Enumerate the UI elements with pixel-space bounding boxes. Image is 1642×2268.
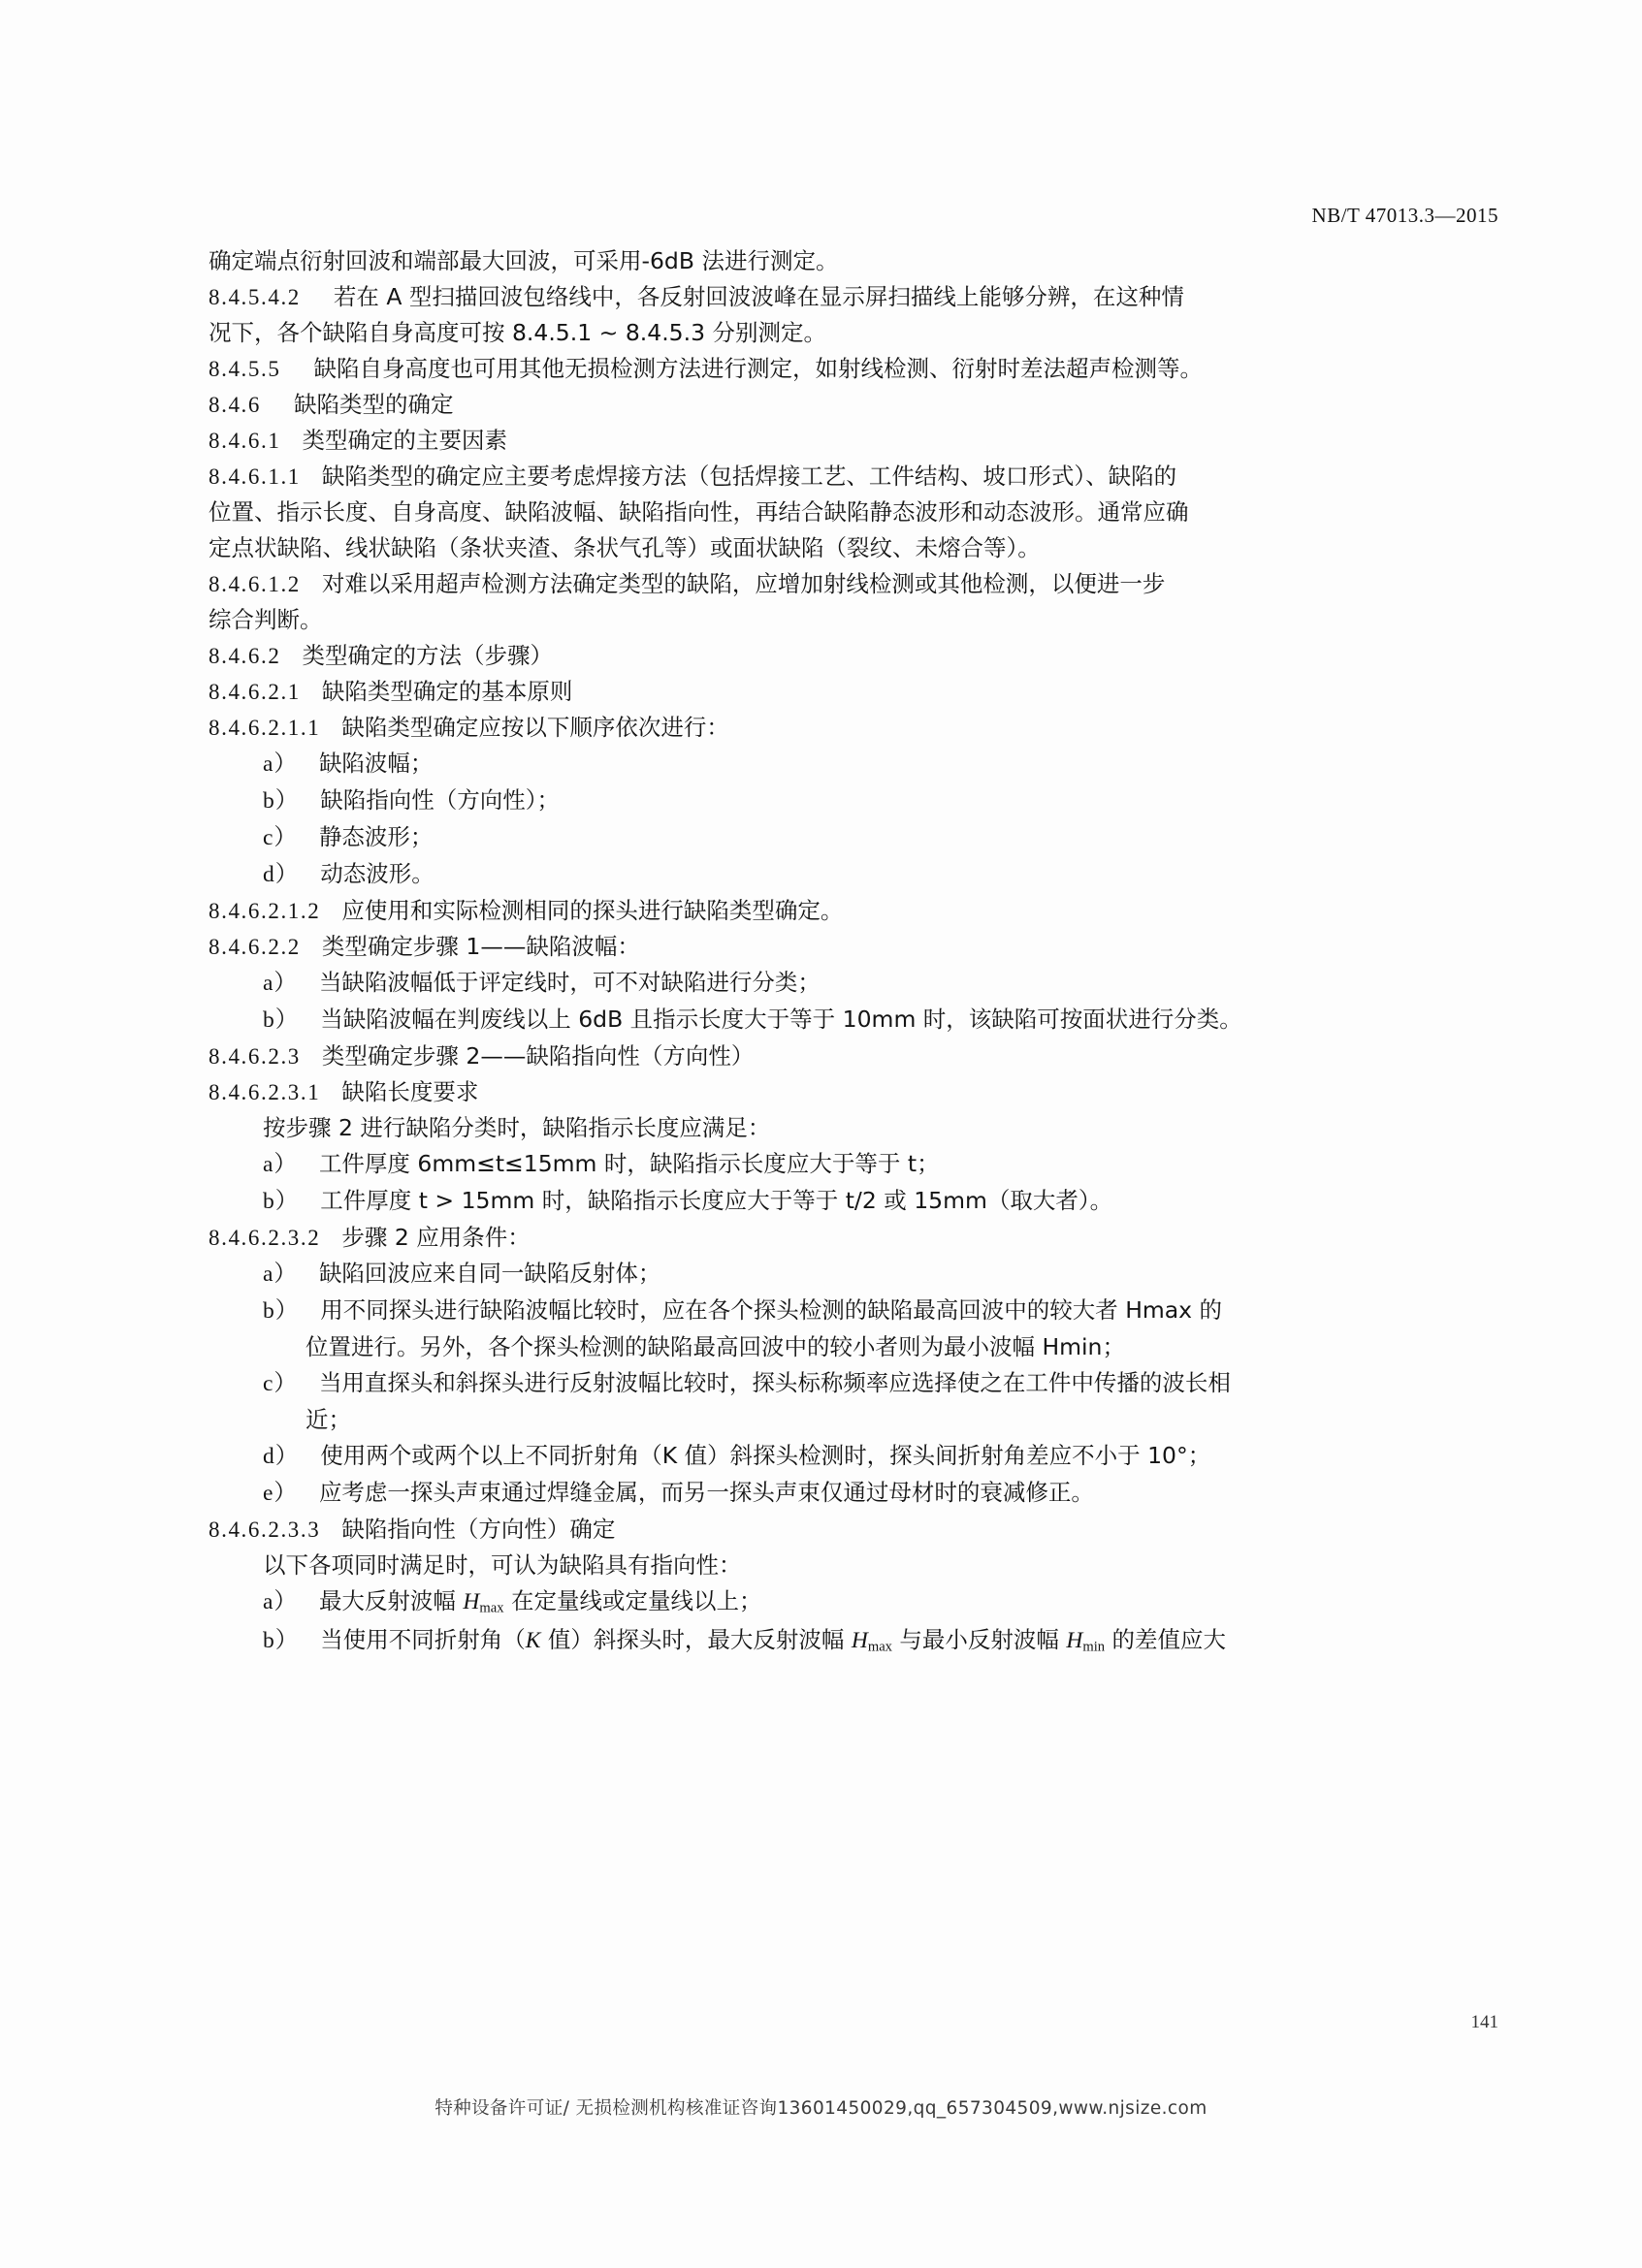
clause-text: 缺陷自身高度也可用其他无损检测方法进行测定，如射线检测、衍射时差法超声检测等。 bbox=[313, 355, 1203, 382]
clause-8-4-6-2-1 bbox=[209, 678, 1479, 705]
list-item bbox=[209, 860, 1479, 887]
list-item-label: d） bbox=[263, 1444, 300, 1469]
clause-number: 8.4.5.5 bbox=[209, 357, 281, 381]
list-item-label: a） bbox=[263, 751, 298, 777]
list-item-label: a） bbox=[263, 1152, 298, 1177]
clause-text: 类型确定步骤 2——缺陷指向性（方向性） bbox=[321, 1042, 755, 1070]
list-item-label: b） bbox=[263, 1627, 300, 1653]
paragraph-line: 按步骤 2 进行缺陷分类时，缺陷指示长度应满足： bbox=[263, 1114, 771, 1141]
list-item-label: c） bbox=[263, 1371, 298, 1396]
list-item bbox=[209, 823, 1479, 850]
list-item-text: 静态波形； bbox=[318, 823, 434, 850]
clause-text: 缺陷类型的确定应主要考虑焊接方法（包括焊接工艺、工件结构、坡口形式）、缺陷的 bbox=[321, 463, 1177, 490]
list-item-label: a） bbox=[263, 1262, 298, 1287]
clause-8-4-5-5 bbox=[209, 355, 1479, 382]
clause-8-4-6-2-1-2 bbox=[209, 897, 1479, 924]
paragraph-line: 况下，各个缺陷自身高度可按 8.4.5.1 ~ 8.4.5.3 分别测定。 bbox=[209, 319, 827, 346]
clause-8-4-6-2-2 bbox=[209, 933, 1479, 960]
list-item-label: b） bbox=[263, 788, 300, 814]
clause-8-4-6 bbox=[209, 391, 1479, 418]
list-item-text: 当缺陷波幅低于评定线时，可不对缺陷进行分类； bbox=[318, 969, 821, 996]
clause-number: 8.4.6.1 bbox=[209, 429, 281, 453]
clause-number: 8.4.6.2.2 bbox=[209, 935, 301, 959]
paragraph-line: 以下各项同时满足时，可认为缺陷具有指向性： bbox=[263, 1551, 742, 1579]
document-body bbox=[209, 247, 1479, 1667]
list-item bbox=[209, 752, 1479, 777]
list-item-label: c） bbox=[263, 825, 298, 850]
page-number: 141 bbox=[1470, 2012, 1498, 2032]
list-item-text: 使用两个或两个以上不同折射角（K 值）斜探头检测时，探头间折射角差应不小于 10°； bbox=[320, 1442, 1211, 1469]
clause-text: 缺陷类型的确定 bbox=[294, 391, 454, 418]
list-item-text: 用不同探头进行缺陷波幅比较时，应在各个探头检测的缺陷最高回波中的较大者 Hmax 的 bbox=[320, 1296, 1223, 1324]
list-item bbox=[209, 1369, 1479, 1396]
list-item-label: b） bbox=[263, 1189, 300, 1214]
list-item-text: 缺陷回波应来自同一缺陷反射体； bbox=[318, 1260, 661, 1287]
list-item bbox=[209, 1479, 1479, 1506]
clause-text: 类型确定的主要因素 bbox=[302, 427, 507, 454]
list-item-text: 当用直探头和斜探头进行反射波幅比较时，探头标称频率应选择使之在工件中传播的波长相 bbox=[318, 1369, 1231, 1396]
standard-header: NB/T 47013.3—2015 bbox=[1311, 204, 1498, 227]
list-item-continuation: 位置进行。另外，各个探头检测的缺陷最高回波中的较小者则为最小波幅 Hmin； bbox=[306, 1333, 1125, 1360]
paragraph-line: 定点状缺陷、线状缺陷（条状夹渣、条状气孔等）或面状缺陷（裂纹、未熔合等）。 bbox=[209, 534, 1041, 561]
list-item bbox=[209, 1625, 1479, 1655]
list-item-text: 工件厚度 t > 15mm 时，缺陷指示长度应大于等于 t/2 或 15mm（取大者）。 bbox=[320, 1187, 1113, 1214]
list-item bbox=[209, 969, 1479, 996]
clause-8-4-6-2-3-3 bbox=[209, 1518, 1479, 1542]
clause-number: 8.4.6.2.1.2 bbox=[209, 899, 321, 923]
list-item bbox=[209, 1150, 1479, 1177]
clause-text: 缺陷类型确定的基本原则 bbox=[321, 678, 573, 705]
list-item-label: b） bbox=[263, 1298, 300, 1324]
list-item-label: e） bbox=[263, 1481, 298, 1506]
clause-text: 缺陷长度要求 bbox=[341, 1078, 479, 1105]
list-item bbox=[209, 1187, 1479, 1214]
clause-text: 类型确定步骤 1——缺陷波幅： bbox=[321, 933, 640, 960]
clause-8-4-6-2-1-1 bbox=[209, 714, 1479, 741]
list-item-text: 缺陷指向性（方向性）； bbox=[320, 786, 560, 814]
clause-text: 步骤 2 应用条件： bbox=[341, 1224, 531, 1251]
list-item bbox=[209, 786, 1479, 814]
list-item-label: d） bbox=[263, 862, 300, 887]
clause-text: 类型确定的方法（步骤） bbox=[302, 642, 553, 669]
clause-8-4-6-2-3-1 bbox=[209, 1078, 1479, 1105]
clause-text: 应使用和实际检测相同的探头进行缺陷类型确定。 bbox=[341, 897, 844, 924]
clause-8-4-5-4-2 bbox=[209, 283, 1479, 310]
list-item-text: 当缺陷波幅在判废线以上 6dB 且指示长度大于等于 10mm 时，该缺陷可按面状进行分类。 bbox=[320, 1006, 1242, 1033]
list-item-continuation: 近； bbox=[306, 1406, 351, 1433]
clause-number: 8.4.6.2.1.1 bbox=[209, 716, 321, 740]
clause-number: 8.4.6.2 bbox=[209, 644, 281, 668]
list-item-label: a） bbox=[263, 971, 298, 996]
list-item-label: a） bbox=[263, 1589, 298, 1614]
list-item-text: 动态波形。 bbox=[320, 860, 435, 887]
clause-8-4-6-2 bbox=[209, 642, 1479, 669]
list-item-text: 工件厚度 6mm≤t≤15mm 时，缺陷指示长度应大于等于 t； bbox=[318, 1150, 940, 1177]
clause-8-4-6-1-2 bbox=[209, 570, 1479, 597]
paragraph-line: 确定端点衍射回波和端部最大回波，可采用-6dB 法进行测定。 bbox=[209, 247, 839, 274]
list-item bbox=[209, 1442, 1479, 1469]
list-item-text: 缺陷波幅； bbox=[318, 750, 434, 777]
clause-8-4-6-1 bbox=[209, 427, 1479, 454]
list-item bbox=[209, 1008, 1479, 1033]
list-item-text: 应考虑一探头声束通过焊缝金属，而另一探头声束仅通过母材时的衰减修正。 bbox=[318, 1479, 1094, 1506]
list-item-text: 最大反射波幅 $H_{max}$ 在定量线或定量线以上； bbox=[318, 1587, 762, 1616]
clause-8-4-6-2-3 bbox=[209, 1042, 1479, 1070]
list-item bbox=[209, 1296, 1479, 1324]
clause-text: 缺陷指向性（方向性）确定 bbox=[341, 1516, 616, 1543]
list-item bbox=[209, 1587, 1479, 1616]
clause-text: 若在 A 型扫描回波包络线中，各反射回波波峰在显示屏扫描线上能够分辨，在这种情 bbox=[333, 283, 1184, 310]
clause-number: 8.4.5.4.2 bbox=[209, 285, 301, 309]
clause-8-4-6-1-1 bbox=[209, 465, 1479, 489]
clause-number: 8.4.6.1.2 bbox=[209, 572, 301, 596]
clause-number: 8.4.6.2.3.3 bbox=[209, 1517, 321, 1542]
list-item-text: 当使用不同折射角（K 值）斜探头时，最大反射波幅 $H_{max}$ 与最小反射波幅 $H_{min}$ 的差值应大 bbox=[320, 1625, 1227, 1655]
footer-note: 特种设备许可证/ 无损检测机构核准证咨询13601450029,qq_657304509,www.njsize.com bbox=[435, 2098, 1207, 2119]
clause-text: 对难以采用超声检测方法确定类型的缺陷，应增加射线检测或其他检测，以便进一步 bbox=[321, 570, 1166, 597]
paragraph-line: 位置、指示长度、自身高度、缺陷波幅、缺陷指向性，再结合缺陷静态波形和动态波形。通常应确 bbox=[209, 498, 1189, 526]
list-item-label: b） bbox=[263, 1007, 300, 1033]
clause-number: 8.4.6.2.1 bbox=[209, 680, 301, 704]
clause-8-4-6-2-3-2 bbox=[209, 1224, 1479, 1251]
clause-number: 8.4.6.2.3.1 bbox=[209, 1080, 321, 1104]
clause-text: 缺陷类型确定应按以下顺序依次进行： bbox=[341, 714, 729, 741]
clause-number: 8.4.6.1.1 bbox=[209, 464, 301, 489]
clause-number: 8.4.6 bbox=[209, 393, 261, 417]
paragraph-line: 综合判断。 bbox=[209, 606, 323, 633]
clause-number: 8.4.6.2.3 bbox=[209, 1044, 301, 1069]
clause-number: 8.4.6.2.3.2 bbox=[209, 1226, 321, 1250]
list-item bbox=[209, 1262, 1479, 1287]
